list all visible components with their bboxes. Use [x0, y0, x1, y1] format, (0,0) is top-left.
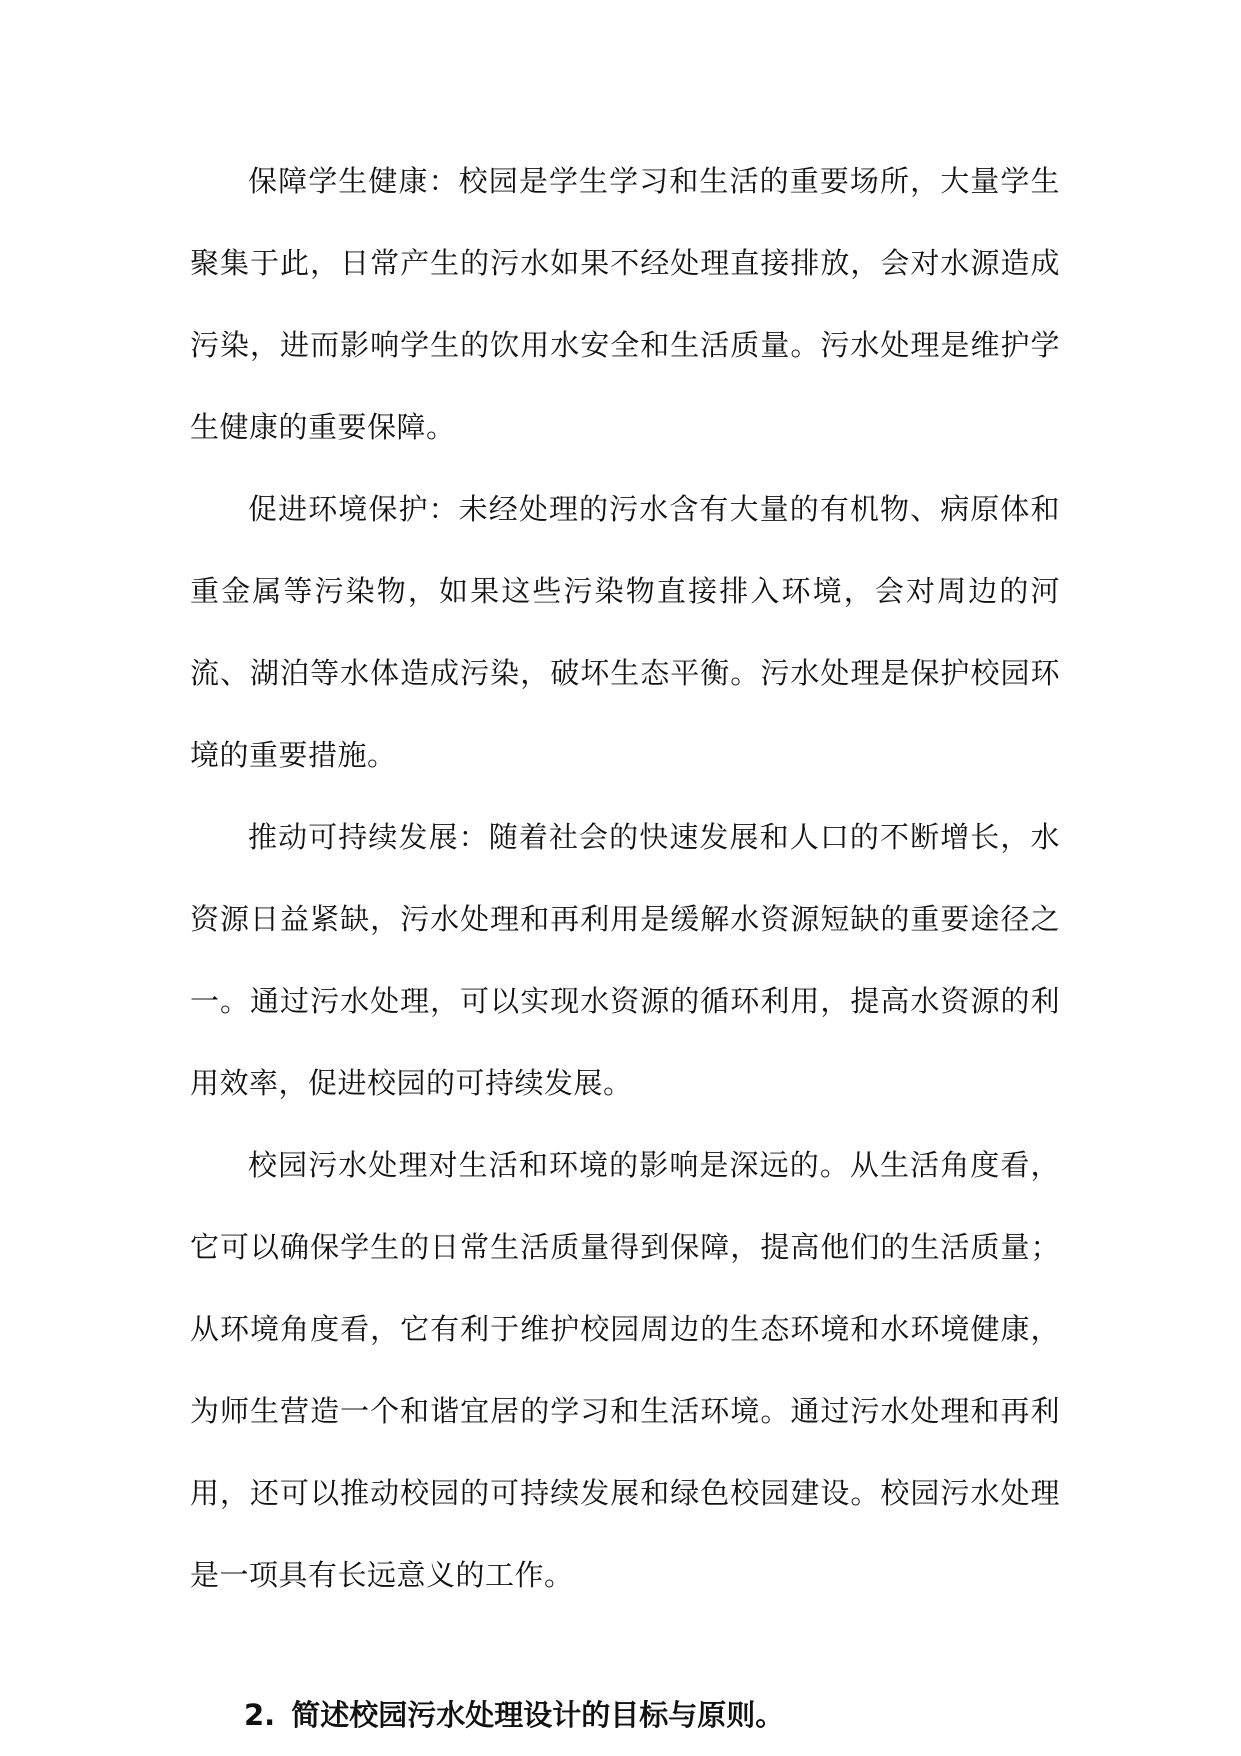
- paragraph-impact-summary: 校园污水处理对生活和环境的影响是深远的。从生活角度看，它可以确保学生的日常生活质量得到保障，提高他们的生活质量；从环境角度看，它有利于维护校园周边的生态环境和水环境健康，为师生营造一个和谐宜居的学习和生活环境。通过污水处理和再利用，还可以推动校园的可持续发展和绿色校园建设。校园污水处理是一项具有长远意义的工作。: [190, 1148, 1060, 1592]
- paragraph-environment-protection: 促进环境保护：未经处理的污水含有大量的有机物、病原体和重金属等污染物，如果这些污染物直接排入环境，会对周边的河流、湖泊等水体造成污染，破坏生态平衡。污水处理是保护校园环境的重要措施。: [190, 492, 1060, 772]
- section-heading-text: 简述校园污水处理设计的目标与原则。: [291, 1698, 785, 1732]
- paragraph-student-health: 保障学生健康：校园是学生学习和生活的重要场所，大量学生聚集于此，日常产生的污水如果不经处理直接排放，会对水源造成污染，进而影响学生的饮用水安全和生活质量。污水处理是维护学生健康的重要保障。: [190, 164, 1060, 444]
- section-heading-number: 2.: [244, 1698, 276, 1732]
- document-body: [190, 140, 1060, 1756]
- paragraph-sustainable-development: 推动可持续发展：随着社会的快速发展和人口的不断增长，水资源日益紧缺，污水处理和再利用是缓解水资源短缺的重要途径之一。通过污水处理，可以实现水资源的循环利用，提高水资源的利用效率，促进校园的可持续发展。: [190, 820, 1060, 1100]
- section-heading: [190, 1674, 1060, 1756]
